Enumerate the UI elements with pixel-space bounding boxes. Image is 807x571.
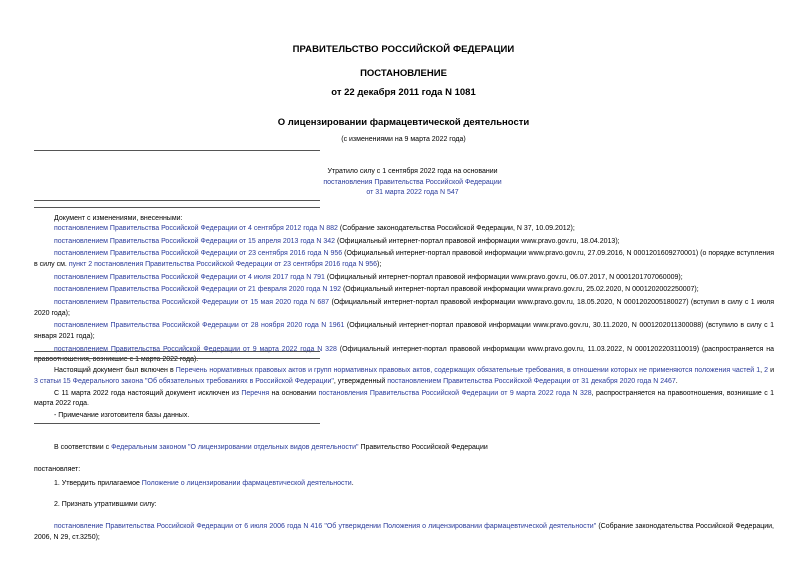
note-paragraph: Настоящий документ был включен в Перечень нормативных правовых актов и групп нормативных правовых актов, содержащих обязательные требования, в отношении которых не применяются положения частей 1, 2 и 3 статьи 15 Федерального закона "Об обязательных требованиях в Российской Федерации", утвержденный постановлением Правительства Российской Федерации от 31 декабря 2020 года N 2467.: [34, 367, 775, 385]
list-item: [34, 285, 774, 296]
amendment-link[interactable]: постановлением Правительства Российской Федерации от 4 июля 2017 года N 791: [54, 273, 325, 281]
body-paragraph: В соответствии с Федеральным законом "О лицензировании отдельных видов деятельности" Правительство Российской Федерации: [54, 444, 488, 451]
list-item: [34, 237, 774, 248]
lost-force-link[interactable]: постановления Правительства Российской Федерации: [323, 178, 502, 186]
document-body: [34, 443, 774, 544]
amendment-text: (Официальный интернет-портал правовой информации www.pravo.gov.ru, 27.09.2016, N 0001201609270001) (о порядке вступления в силу см.: [34, 250, 774, 268]
regulation-link[interactable]: Положение о лицензировании фармацевтической деятельности: [141, 479, 352, 487]
note-link[interactable]: постановлением Правительства Российской Федерации от 31 декабря 2020 года N 2467: [387, 377, 676, 385]
lost-force-link-date[interactable]: от 31 марта 2022 года N 547: [366, 189, 459, 196]
document-title: О лицензировании фармацевтической деятельности: [277, 117, 530, 128]
divider-line: [34, 150, 320, 151]
note-link[interactable]: Перечня: [241, 389, 270, 397]
amendment-link[interactable]: постановлением Правительства Российской Федерации от 21 февраля 2020 года N 192: [54, 286, 341, 294]
list-item: [34, 224, 774, 235]
list-item: [34, 321, 774, 343]
amendments-intro: Документ с изменениями, внесенными:: [54, 215, 183, 222]
divider-line: [34, 423, 320, 424]
divider-line: [34, 207, 320, 208]
amendment-text: (Официальный интернет-портал правовой информации www.pravo.gov.ru, 25.02.2020, N 0001202002250007);: [341, 286, 699, 294]
list-item: [34, 249, 774, 271]
amendment-link[interactable]: постановлением Правительства Российской Федерации от 15 апреля 2013 года N 342: [54, 237, 336, 245]
body-paragraph: постановление Правительства Российской Федерации от 6 июля 2006 года N 416 "Об утверждении Положения о лицензировании фармацевтической деятельности" (Собрание законодательства Российской Федерации, 2006, N 29, ст.3250);: [34, 523, 775, 541]
note-paragraph: С 11 марта 2022 года настоящий документ исключен из Перечня на основании постановления Правительства Российской Федерации от 9 марта 2022 года N 328, распространяется на правоотношения, возникшие с 1 марта 2022 года.: [34, 389, 775, 408]
amendment-link[interactable]: постановлением Правительства Российской Федерации от 23 сентября 2016 года N 956: [54, 250, 343, 258]
amendment-link[interactable]: постановлением Правительства Российской Федерации от 28 ноября 2020 года N 1961: [54, 322, 345, 330]
note-link[interactable]: Перечень нормативных правовых актов и групп нормативных правовых актов, содержащих обязательные требования, в отношении которых не применяются положения частей 1: [175, 367, 761, 374]
amendments-list: [34, 224, 774, 368]
note-link[interactable]: постановления Правительства Российской Федерации от 9 марта 2022 года N 328: [318, 389, 592, 397]
note-link[interactable]: 3 статьи 15 Федерального закона "Об обязательных требованиях в Российской Федерации": [34, 377, 334, 385]
doc-type-heading: ПОСТАНОВЛЕНИЕ: [360, 68, 447, 79]
changes-note: (с изменениями на 9 марта 2022 года): [341, 136, 466, 143]
divider-line: [34, 351, 320, 352]
amendment-text: );: [377, 260, 382, 268]
lost-force-notice: [300, 167, 525, 199]
amendment-link[interactable]: постановлением Правительства Российской Федерации от 4 сентября 2012 года N 882: [54, 225, 338, 232]
date-number-heading: от 22 декабря 2011 года N 1081: [331, 87, 476, 98]
amendment-link[interactable]: постановлением Правительства Российской Федерации от 15 мая 2020 года N 687: [54, 298, 330, 306]
amendment-text: (Собрание законодательства Российской Федерации, N 37, 10.09.2012);: [337, 225, 575, 232]
government-heading: ПРАВИТЕЛЬСТВО РОССИЙСКОЙ ФЕДЕРАЦИИ: [292, 44, 515, 55]
law-link[interactable]: Федеральным законом "О лицензировании отдельных видов деятельности": [111, 444, 359, 451]
amendment-text: (Официальный интернет-портал правовой информации www.pravo.gov.ru, 06.07.2017, N 0001201707060009);: [324, 273, 683, 281]
amendment-text: (Официальный интернет-портал правовой информации www.pravo.gov.ru, 18.04.2013);: [335, 237, 620, 245]
amendment-link[interactable]: пункт 2 постановления Правительства Российской Федерации от 23 сентября 2016 года N 956: [68, 260, 378, 268]
list-item: [34, 273, 774, 284]
list-item: [34, 298, 774, 320]
body-paragraph: 1. Утвердить прилагаемое Положение о лицензировании фармацевтической деятельности.: [54, 479, 354, 487]
body-paragraph: постановляет:: [34, 465, 81, 473]
amendment-text: (Официальный интернет-портал правовой информации www.pravo.gov.ru, 11.03.2022, N 0001202203110019) (распространяется на правоотношения, возникшие с 1 марта 2022 года).: [34, 345, 774, 364]
lost-force-line: Утратило силу с 1 сентября 2022 года на основании: [327, 168, 498, 175]
body-paragraph: 2. Признать утратившими силу:: [54, 501, 157, 509]
repealed-act-link[interactable]: постановление Правительства Российской Федерации от 6 июля 2006 года N 416 "Об утверждении Положения о лицензировании фармацевтической деятельности": [54, 523, 597, 531]
list-item: [34, 345, 774, 367]
divider-line: [34, 200, 320, 201]
amendment-text: (Официальный интернет-портал правовой информации www.pravo.gov.ru, 30.11.2020, N 0001202011300088) (вступило в силу с 1 января 2021 года);: [34, 322, 774, 340]
database-note: [34, 366, 774, 423]
divider-line: [34, 358, 320, 359]
note-paragraph: - Примечание изготовителя базы данных.: [54, 412, 190, 420]
amendment-link[interactable]: постановлением Правительства Российской Федерации от 9 марта 2022 года N 328: [54, 345, 337, 353]
amendment-text: (Официальный интернет-портал правовой информации www.pravo.gov.ru, 18.05.2020, N 0001202005180027) (вступил в силу с 1 июля 2020 года);: [34, 298, 774, 317]
note-link[interactable]: 2: [764, 367, 769, 374]
